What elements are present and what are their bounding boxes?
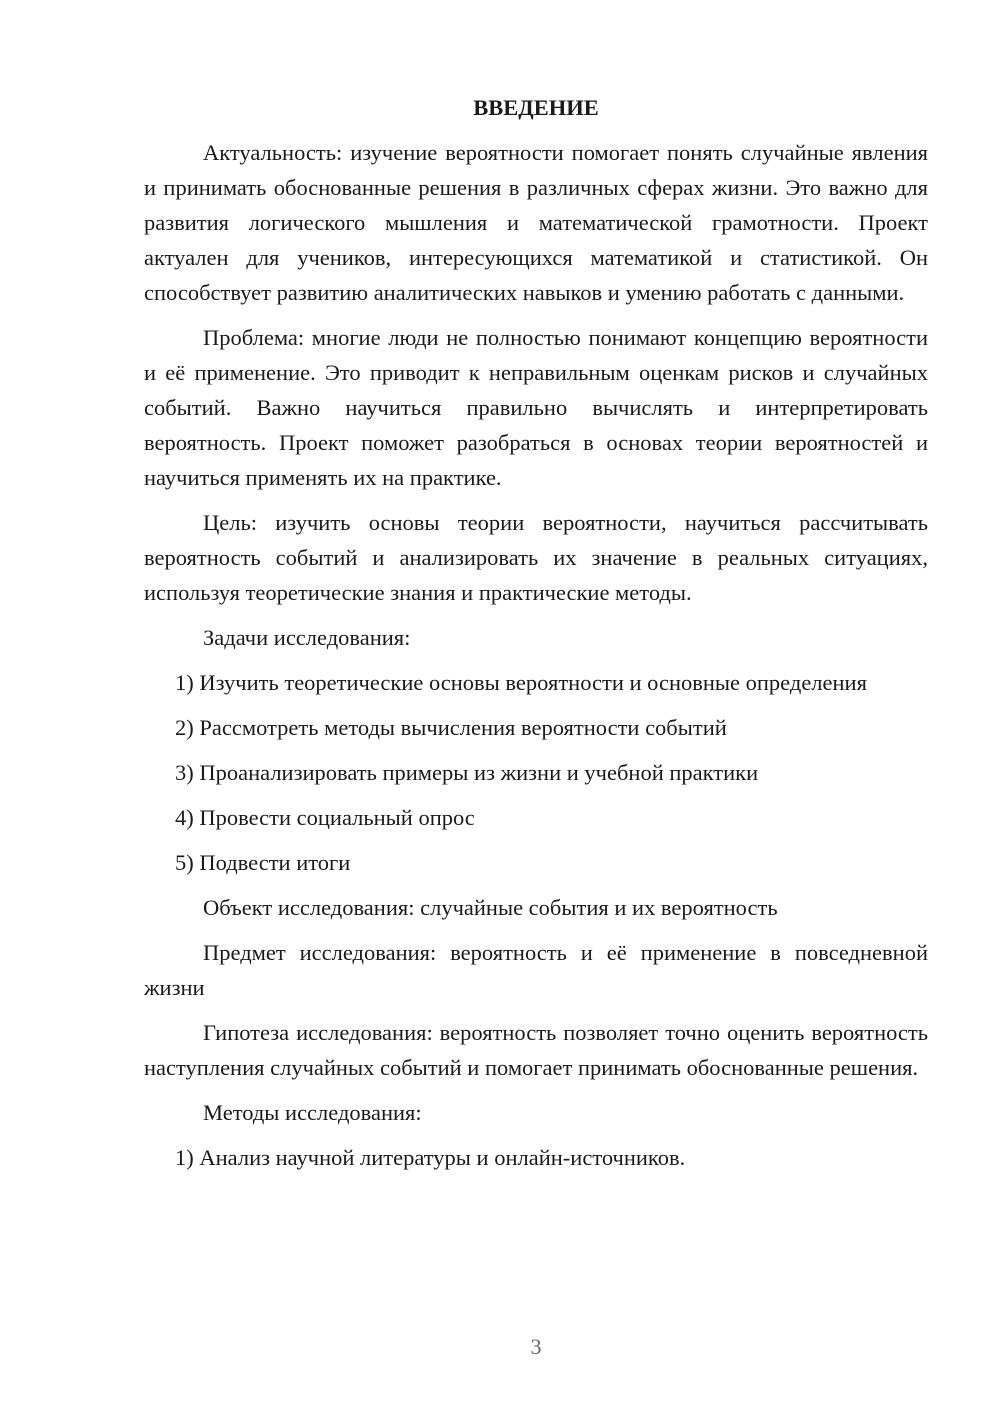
methods-heading: Методы исследования: bbox=[203, 1100, 422, 1125]
task-item-5: 5) Подвести итоги bbox=[175, 850, 351, 875]
goal-paragraph: Цель: изучить основы теории вероятности, научиться рассчитывать вероятность событий и анализировать их значение в реальных ситуациях, используя теоретические знания и практические методы. bbox=[144, 510, 928, 605]
problem-paragraph: Проблема: многие люди не полностью понимают концепцию вероятности и её применение. Это приводит к неправильным оценкам рисков и случайных событий. Важно научиться правильно вычислять и интерпретировать вероятность. Проект поможет разобраться в основах теории вероятностей и научиться применять их на практике. bbox=[144, 325, 928, 490]
tasks-heading: Задачи исследования: bbox=[203, 625, 411, 650]
object-paragraph: Объект исследования: случайные события и их вероятность bbox=[203, 895, 778, 920]
relevance-paragraph: Актуальность: изучение вероятности помогает понять случайные явления и принимать обоснованные решения в различных сферах жизни. Это важно для развития логического мышления и математической грамотности. Проект актуален для учеников, интересующихся математикой и статистикой. Он способствует развитию аналитических навыков и умению работать с данными. bbox=[144, 140, 928, 305]
page-title: ВВЕДЕНИЕ bbox=[473, 95, 599, 120]
hypothesis-paragraph: Гипотеза исследования: вероятность позволяет точно оценить вероятность наступления случайных событий и помогает принимать обоснованные решения. bbox=[144, 1020, 928, 1080]
page-number: 3 bbox=[530, 1334, 542, 1359]
task-item-1: 1) Изучить теоретические основы вероятности и основные определения bbox=[175, 670, 867, 695]
method-item-1: 1) Анализ научной литературы и онлайн-источников. bbox=[175, 1145, 686, 1170]
task-item-2: 2) Рассмотреть методы вычисления вероятности событий bbox=[175, 715, 727, 740]
task-item-4: 4) Провести социальный опрос bbox=[175, 805, 475, 830]
page-body bbox=[144, 90, 928, 1175]
subject-paragraph: Предмет исследования: вероятность и её применение в повседневной жизни bbox=[144, 940, 928, 1000]
task-item-3: 3) Проанализировать примеры из жизни и учебной практики bbox=[175, 760, 759, 785]
